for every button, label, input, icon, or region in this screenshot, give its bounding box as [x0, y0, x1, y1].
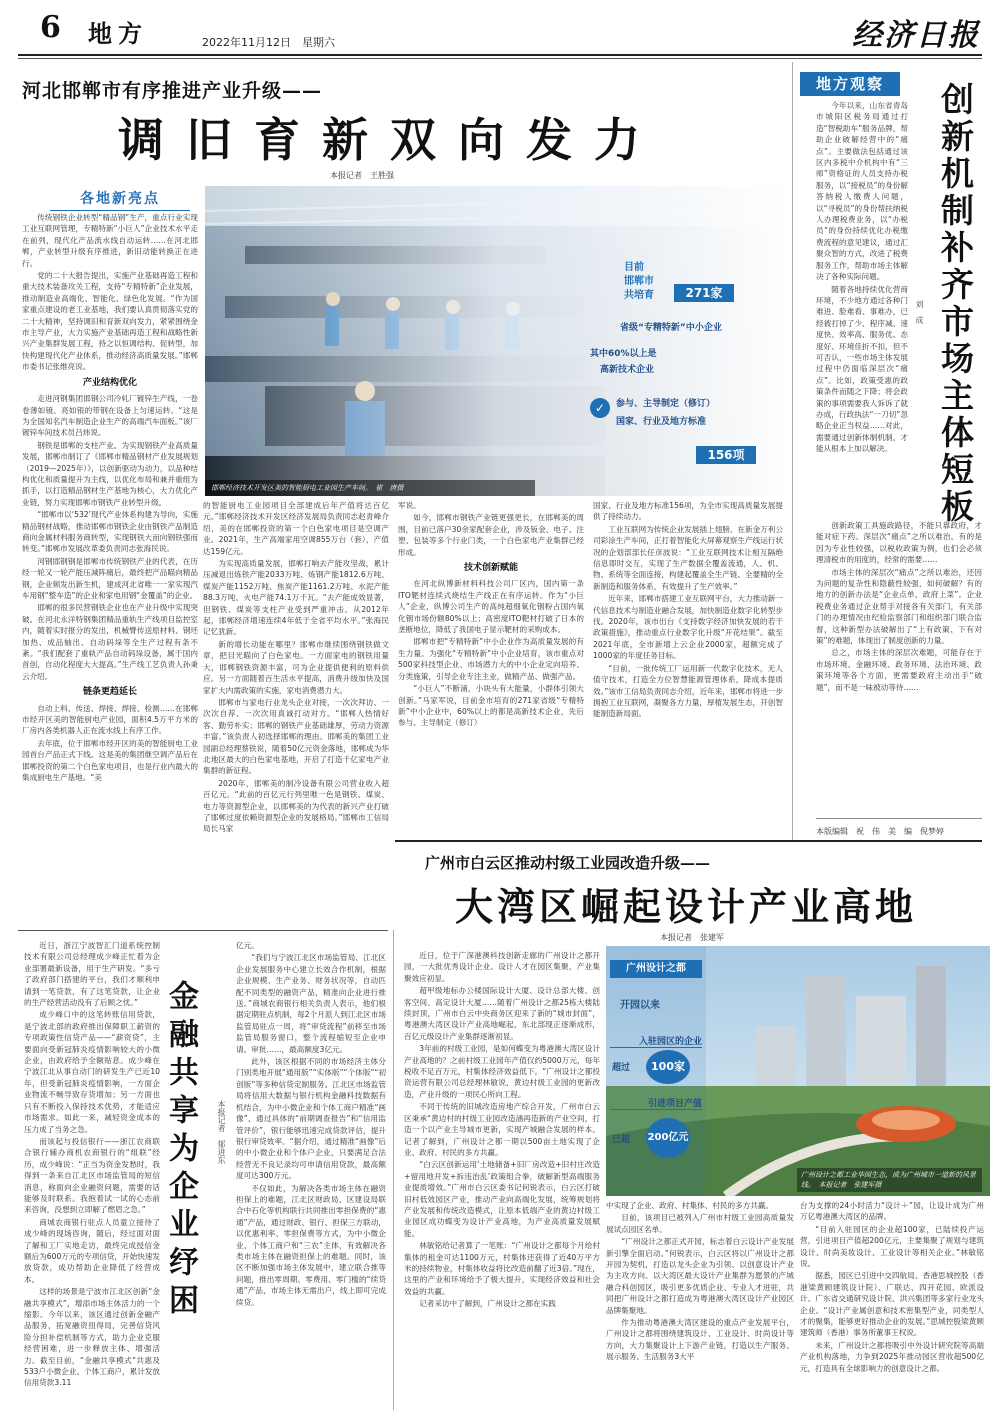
page-number: 6 — [40, 10, 61, 45]
info-check-icon: ✓ — [590, 398, 610, 418]
body-paragraph: 新的增长动能在哪里？邯郸市继续围绕钢铁做文章，把目光瞄向了白色家电。一方面家电的钢铁用量大，邯郸钢铁资源丰富，可为企业提供便利的原料供应。另一方面随着百生活水平提高，消费升级加快及国家扩大内需政策的实施，家电消费潜力大。 — [203, 639, 389, 695]
sidebar-title: 各地新亮点 — [50, 188, 190, 211]
photo-caption: 邯郸经济技术开发区美的智能厨电工业园生产车间。 崔 唐摄 — [205, 480, 535, 496]
body-paragraph: “邯郸市以‘532’现代产业体系构建为导向，实施精品钢材战略，推动邯郸市钢铁企业由钢铁产品制造商向金属材料服务商转型，实现钢铁大而向钢铁强而转变。”邯郸市发展改革委负责同志张海民说。 — [22, 510, 198, 554]
commentary-paragraph: 今年以来，山东省青岛市城阳区税务局通过打造“智税助车”服务品牌，帮助企业破解经营中的“痛点”。主要做法包括通过该区内多税中介机构中有“三师”资格证的人员支持办税服务，以“接税员”的身份解答纳税人缴费人问题，以“寻税员”的身份帮扶纳税人办理税费业务，以“办税员”的身份持续优化办税缴费流程的意见建议，通过汇聚众智的方式，改进了税费服务工作，帮助市场主体解决了各种实际问题。 — [816, 101, 908, 282]
info-label-3a: 参与、主导制定（修订） — [616, 399, 716, 409]
finance-paragraph: 不仅如此，为解决各类市场主体在融资担保上的难题，江北区财政局、区建设局联合中石化等机构联行共同推出零担保费的“惠通”产品，通过财政、银行、担保三方联动，以优惠利率、零担保费等方式，为中小微企业、个体工商户和“三农”主体，有效解决各类市场主体在融资担保上的难题。同时，该区不断加强市场主体发展中，建立联合推等问题，推出零周期、零费用、零门槛的“续贷通”产品，市场主体无需出户，线上即可完成续贷。 — [236, 1183, 386, 1307]
info-count-badge: 271家 — [674, 284, 734, 302]
commentary-paragraph: 市场主体的深层次“痛点”之所以难治，还因为问题的复杂性和隐蔽性较强，如何破解？有的地方的创新办法是“企业点单、政府上菜”。企业税费业务通过企业帮手对接各有关部门，有关部门的办理情况由纪检监察部门和组织部门联合监督，这种新型办法破解出了“上有政策、下有对策”的难题，体现出了制度创新的力量。 — [816, 567, 982, 646]
body-paragraph: 去年底，位于邯郸市经开区的美的智能厨电工业园首台产品正式下线。这是美的集团继空调产品后在邯郸投资的第二个白色家电项目，也是行业内最大的集成厨电生产基地。“美 — [22, 738, 198, 783]
issue-weekday: 星期六 — [302, 36, 335, 49]
subhead-industry: 产业结构优化 — [82, 377, 137, 388]
body-paragraph: 2020年，邯郸美的制冷设备有限公司营业收入超百亿元。“此前的百亿元行列里唯一色是钢铁、煤炭、电力等资源型企业，以邯郸美的为代表的新兴产业打破了邯郸过度依赖资源型企业的发展格局。”邯郸市工信局局长马家 — [203, 778, 389, 834]
guangzhou-headline: 大湾区崛起设计产业高地 — [455, 884, 918, 929]
finance-paragraph: 商城农商银行驻点人员童立接待了成少峰的现场咨询，随后，经过面对面了解和工厂实地走访，最终完成授信金额后为600万元的专项信贷，开始快速发放贷款，成功帮助企业降低了经营成本。 — [24, 1217, 160, 1284]
finance-byline: 本报记者 郁进东 — [217, 1100, 226, 1164]
gz-paragraph: “目前入驻园区的企业超100家，已陆续投产运营，引进项目产值超200亿元，主要集聚了规划与建筑设计、时尚美妆设计、工业设计等相关企业。”林敏铭说。 — [800, 1224, 984, 1269]
commentary-paragraph: 总之，市场主体的深层次难题，可能存在于市场环境、金融环境、政务环境、法治环境、政策环境等各个方面，更需要政府主动出手“破题”，而不是一味被动等待…… — [816, 648, 982, 692]
subhead-innovation: 技术创新赋能 — [463, 563, 518, 574]
guangzhou-infographic — [606, 946, 706, 1196]
lead-kicker: 河北邯郸市有序推进产业升级—— — [22, 80, 323, 102]
info-line-3: 共培育 — [624, 290, 654, 301]
masthead-rule-thin — [18, 58, 982, 59]
gz-info-label2: 引进项目产值 — [610, 1096, 702, 1110]
gz-paragraph: 不同于传统的旧城改造房地产综合开发，广州市白云区秉承“黄边村的村级工业园改造涵再造新的产业空间，打造一个以产业主导城市更新，实现产城融合发展的样本。记者了解到，广州设计之都一期以500亩土地实现了企业、政府、村民的多方共赢。 — [404, 1102, 600, 1157]
commentary-body — [816, 100, 908, 456]
finance-column-2 — [236, 940, 386, 1309]
gz-paragraph: 记者采访中了解到，广州设计之都在实践 — [419, 1299, 556, 1309]
guangzhou-kicker: 广州市白云区推动村级工业园改造升级—— — [425, 854, 711, 872]
info-line-1: 目前 — [624, 262, 644, 273]
commentary-title: 创新机制补齐市场主体短板 — [936, 82, 975, 526]
body-paragraph: 为实现高质量发展，邯郸打响去产能攻坚战，累计压减退出炼铁产能2033万吨、炼钢产能1812.6万吨、煤炭产能1152万吨、焦炭产能1161.2万吨、水泥产能88.3万吨、火电产能74.1万千瓦。“去产能成效显著，但钢铁、煤炭等支柱产业受到严重冲击。从2012年起，邯郸经济增速连续4年低于全省平均水平。”张海民记忆犹新。 — [203, 559, 389, 637]
commentary-label: 地方观察 — [800, 72, 900, 96]
commentary-paragraph: 创新政策工具施政路径，不能只靠政府，才能对症下药。深层次“痛点”之所以难治，有的是因为专业性较强，以税收政策为例，也们会必须理清税市的用度的，经常的需要…… — [816, 521, 982, 565]
guangzhou-byline: 本报记者 张建军 — [660, 933, 724, 942]
body-paragraph: 如今，邯郸市钢铁产业链更强更长，在邯郸美的周围，目前已落户30余家配套企业，涉及钣金、电子、注塑、包装等多个行业门类，一个白色家电产业集群已经形成。 — [398, 513, 584, 557]
body-paragraph: 走进河钢集团邯钢公司冷轧厂镀锌生产线，一卷卷薄如镜、亮如银的带钢在设备上匀速运转。“这是为全国知名汽车制造企业生产的高端汽车面板。”该厂镀锌车间技术员吕炜说。 — [22, 394, 198, 438]
guangzhou-column-3 — [606, 1200, 794, 1364]
body-paragraph: 近年来，邯郸市搭建工业互联网平台，大力推动新一代信息技术与制造业融合发展，加快制造业数字化转型步伐。2020年，该市出台《支持数字经济加快发展的若干政策措施》，推动重点行业数字化升级“开花结果”。截至2021年底，全市新增上云企业2000家，超额完成了1000家的年度任务目标。 — [593, 594, 783, 661]
gz-paragraph: “白云区创新运用‘土地储备+旧厂房改造+旧村庄改造+留用地开发+拆违治乱’政策组合拳，破解新型高端服务业提质增效。”广州市白云区委书记何锐表示，白云区打破旧村低效园区产业，推动产业向高端化发展，统筹规划将产业发展和传统改造模式，让原本低端产业的黄边村级工业园区成功蝶变为设计产业高地，为产业高质量发展赋能。 — [404, 1160, 600, 1238]
gz-info-pre1: 超过 — [612, 1063, 631, 1073]
lead-column-4 — [593, 500, 783, 721]
guangzhou-column-1 — [404, 950, 600, 1311]
info-label-3b: 国家、行业及地方标准 — [616, 417, 707, 427]
gz-info-count1: 100家 — [646, 1050, 690, 1084]
masthead — [0, 0, 1000, 60]
body-paragraph: 邯郸市把“专精特新”中小企业作为高质量发展的有生力量。为强化“专精特新”中小企业培育，该市重点对500家科技型企业、市场潜力大的中小企业定向培养、分类施策，引导企业专注主业，做精产品、做强产品。 — [398, 637, 584, 681]
commentary-author: 刘 成 — [915, 300, 924, 324]
body-paragraph: 国家、行业及地方标准156项，为全市实现高质量发展提供了持续动力。 — [593, 501, 783, 522]
lead-column-1 — [22, 212, 198, 785]
guangzhou-column-4 — [800, 1200, 984, 1375]
commentary-divider — [792, 62, 793, 842]
body-paragraph: 河钢邯钢钢是邯郸市传统钢铁产业的代表，在历经一轮又一轮产能压减阵痛后，最终把产品瞄向精品钢，企业频发出新生机，建成河北省唯一一家实现汽车用钢“整车造”的企业和家电用钢“金覆盖”的企业。 — [22, 556, 198, 600]
gz-paragraph: 超甲级地标办公楼国际设计大厦、设计总部大楼、创客空间、高定设计大厦……随着广州设计之都25栋大楼陆续封顶，广州市白云中央商务区迎来了新的“城市封面”，粤港澳大湾区设计产业高地崛起，东北部现正逐渐成形，百亿元级设计产业集群逐渐初显。 — [404, 986, 600, 1041]
section-name: 地方 — [88, 19, 148, 48]
gz-info-count2: 200亿元 — [646, 1118, 690, 1158]
body-paragraph: “小巨人”不断涌，小块头有大能量，小群体引领大创新。”马家军说，目前金市培育的271家省级“专精特新”中小企业中，60%以上的都是高新技术企业，先后参与、主导制定（修订） — [398, 684, 584, 728]
lead-paragraph: 党的二十大报告提出，实施产业基础再造工程和重大技术装备攻关工程，支持“专精特新”企业发展，推动制造业高端化、智能化、绿色化发展。“作为国家重点建设的老工业基地，我们要认真贯彻落实党的二十大精神，坚持调旧和育新双向发力，紧紧围绕金市主导产业，大力实施产业基础再造工程和战略性新兴产业集群发展工程，持之以恒调结构、促转型，加快构建现代化产业体系，推动经济高质量发展。”邯郸市委书记张维亮说。 — [22, 271, 198, 372]
lead-column-3 — [398, 500, 584, 730]
finance-paragraph: 这样的场景是宁波市江北区创新“金融共享模式”，增添市场主体活力的一个缩影。今年以来，该区通过创新金融产品服务，拓宽融资扭得局，完善信贷风险分担补偿机制等方式，助力企业克服经营困难，进一步释放主体、增强活力。截至目前，“金融共享模式”共惠及533户小微企业、个体工商户，累计发放信用贷款3.11 — [24, 1287, 160, 1388]
gz-info-pre2: 已超 — [612, 1135, 631, 1145]
info-line-4: 其中60%以上是 — [590, 349, 657, 359]
commentary-body-2 — [816, 520, 982, 694]
handan-infographic — [588, 250, 778, 470]
finance-paragraph: 此外，该区根据不同的市场经济主体分门别类地开展“通用版”“实体版”“个体版”“初创版”等多种信贷定制服务。江北区市场监管局将信用大数据与银行机构金融科技数据有机结合，为中小微企业和个体工商户精准“画像”，通过具体的“前期调查报告”和“信用监管评价”，银行能够迅速完成贷款评估，提升银行审贷效率。“据介绍，通过精准“画像”后的中小微企业和个体户企业，只要满足合法经营无不良记录均可申请信用贷款，最高额度可达300万元。 — [236, 1057, 386, 1181]
body-paragraph: 军说。 — [398, 501, 421, 510]
gz-info-line1: 开园以来 — [620, 1000, 660, 1011]
gz-info-label1: 入驻园区的企业 — [610, 1034, 702, 1048]
gz-paragraph: “广州设计之都正式开园，标志着白云设计产业发展新引擎全面启动。”何锐表示，白云区将以广州设计之都开园为契机，打造以龙头企业为引领、以创意设计产业为主攻方向、以大湾区最大设计产业集群为愿景的产城融合科创园区，吸引更多优质企业、专业人才进驻，共同把广州设计之都打造成为粤港澳大湾区设计产业园区品牌集聚地。 — [606, 1237, 794, 1315]
lead-column-2 — [203, 500, 389, 836]
lead-byline: 本报记者 王胜强 — [330, 171, 394, 180]
finance-top-rule — [18, 930, 388, 931]
gz-paragraph: 作为推动粤港澳大湾区建设的重点产业发展平台，广州设计之都将围绕建筑设计、工业设计、时尚设计等方向，大力集聚设计上下游产业链，打造以生产服务、展示服务、生活服务3大平 — [606, 1318, 794, 1362]
finance-right-rule — [393, 930, 394, 1410]
body-paragraph: “目前，一批传统工厂运用新一代数字化技术，无人值守技术，打造全方位智慧能源管理体系，降成本提质效。”该市工信局负责同志介绍，近年来，邯郸市将进一步拥抱工业互联网，凝聚各方力量，厚植发展生态，开创智能制造新局面。 — [593, 663, 783, 719]
guangzhou-frame — [395, 840, 982, 842]
body-paragraph: 自动上料、传送、焊接、焊接、检测……在邯郸市经开区美的智能厨电产业园，面积4.5万平方米的厂房内各类机器人正在流水线上有序工作。 — [22, 703, 198, 736]
gz-paragraph: 据悉，园区已引进中交四航局、香港思城控股（香港梁黄顾建筑设计院）、广联达、四开花园、欧派设计、广东省交通研究设计院、洪兴集团等多家行业龙头企业。“设计产业属创意和技术密集型产业，同类型人才的聚集，能够更好推动企业的发展。”思城控股梁黄顾建筑师（香港）事务所董事王权说。 — [800, 1271, 984, 1338]
paper-logo: 经济日报 — [852, 18, 980, 53]
info-count-badge-2: 156项 — [696, 446, 756, 464]
guangzhou-photo-caption: 广州设计之都工业华园生态，成为广州城市一道新的风景线。 本报记者 张建军摄 — [797, 1168, 982, 1192]
body-paragraph: 在河北纵博新材料科技公司厂区内，国内第一条ITO靶材连续式烧结生产线正在有序运转。作为“小巨人”企业，纵博公司生产的高纯超细氧化铟粉占国内氧化铟市场份额80%以上；高密度ITO靶材打破了日本的垄断地位，降低了我国电子显示靶材的采购成本。 — [398, 579, 584, 635]
gz-paragraph: 台为支撑的24小时活力“设计＋”园，让设计成为广州万亿粤港澳大湾区的品牌。 — [800, 1201, 984, 1222]
body-paragraph: 的智能厨电工业园项目全部建成后年产值将达百亿元。”邯郸经济技术开发区经济发展局负责同志赵青峰介绍，美的在邯郸投资的第一个白色家电项目是空调产业。2021年，生产高端家用空调855万台（套），产值达159亿元。 — [203, 501, 389, 556]
finance-paragraph: 亿元。 — [236, 941, 259, 950]
commentary-paragraph: 随着各地持续优化营商环境，不少地方通过各种门难进、脸难看、事难办，已经被打掉了少、程序减、速度快、效率高、服务优、态度好、环境佳折不扣，但不可否认，一些市场主体发展过程中仍面临深层次“痛点”。比如，政策受惠的政策条件而随之下降；将会政策的事项需要我人诉诉了就办成，行政执法“一刀切”忽略企业正当权益……对此，需要通过创新体制机制，才能从根本上加以解决。 — [816, 284, 908, 454]
finance-paragraph: 而该起与投信银行——浙江农商联合银行辅办商机农商银行的“组联”经历，成少峰说：“正当为资金发愁时，我得到一条来自江北区市场监管局的短信消息，称面向企业融资问题，需要的话能够及时联系。我抱着试一试的心态前来咨询，没想到立即解了燃眉之急。” — [24, 1136, 160, 1215]
finance-paragraph: 成少峰口中的这笔转账信用贷款，是宁波北部的政府推出保障职工薪资的专项政策性信贷产品——“薪资贷”，主要面向受新冠肺炎疫情影响较大的小微企业，由政府给予全额贴息。成少峰在宁波江北从事自动门的研发生产已近10年，但受新冠肺炎疫情影响，一方面企业物流不畅导致存货增加；另一方面也只有不断投入保持技术优势，才能适应市场需求。如此一来，减轻资金成本的压力成了当务之急。 — [24, 1010, 160, 1134]
info-line-2: 邯郸市 — [624, 276, 654, 287]
body-paragraph: 邯郸的很多民营钢铁企业也在产业升级中实现突破。在河北永洋特钢集团精品重轨生产线项目监控室内，随着实时报分的发出，机械臂传送原材料、钢坯加热、成品轴出、自动码垛等全生产过程有条不紊。“我们配套了重轨产品自动码垛设备，属于国内首创，自动化程度大大提高。”生产线工艺负责人孙秉云介绍。 — [22, 603, 198, 681]
editors-credit: 本版编辑 祝 伟 美 编 倪梦婷 — [816, 827, 944, 836]
finance-column-1 — [24, 940, 160, 1390]
body-paragraph: 邯郸市与家电行业龙头企业对接，一次次拜访、一次次自荐、一次次用真诚打动对方。“邯郸人热情好客、勤劳朴实；邯郸的钢铁产业基础雄厚，劳动力资源丰富。”该负责人初选择邯郸的理由。邯郸美的集团工业园副总经理蔡铁说，随着50亿元资金落地，邯郸成为华北地区最大的白色家电基地，开启了打造千亿家电产业集群的新征程。 — [203, 697, 389, 776]
gz-paragraph: 目前，该项目已被列入广州市村级工业园高质量发展试点园区名单。 — [606, 1213, 794, 1234]
gz-paragraph: 近日，位于广深港澳科技创新走廊的广州设计之都开园，一大批优秀设计企业、设计人才在园区集聚，产业集聚效应初显。 — [404, 951, 600, 983]
issue-date: 2022年11月12日 — [202, 36, 291, 49]
gz-paragraph: 林敏铭给记者算了一笔账：“广州设计之都每个月给村集体的租金可达1100万元，村集体还获得了近40万平方米的持续物业，村集体收益将比改造前翻了近3倍。”现在，这里的产业和环境给予了极大提升，实现经济效益和社会效益的共赢。 — [404, 1241, 600, 1296]
masthead-rule — [18, 54, 982, 56]
lead-headline: 调旧育新双向发力 — [118, 113, 662, 167]
info-label-1: 省级“专精特新”中小企业 — [620, 323, 722, 333]
info-label-2: 高新技术企业 — [600, 365, 655, 375]
finance-paragraph: “我们与宁波江北区市场监管局、江北区企业发展服务中心建立长效合作机制，根据企业规模、生产业务、财务状况等，自动匹配不同类型的融资产品，精准向企业进行推送。”商城农商银行相关负责人表示，他们根据定期驻点机制，每2个月派人到江北区市场监管局驻点一周，将“审贷流程”前移至市场监管局服务窗口，整个流程缩短至企业申请、审批……，最高额度3亿元。 — [236, 953, 386, 1054]
body-paragraph: 工业互联网为传统企业发展插上翅膀。在新金万利公司彩涂生产车间，正打着智能化大屏幕观察生产线运行状况的企划部部长任彦波说：“工业互联网技术让相互隔绝信息即时交互，实现了生产数据全覆盖流通，人、机、物、系统等全面连接，构建起覆盖全生产链、全要精的全新制造和服务体系，有效提升了生产效率。” — [593, 524, 783, 591]
finance-title: 金融共享为企业纾困 — [163, 980, 198, 1322]
gz-paragraph: 3年前的村级工业园，是如何蝶变为粤港澳大湾区设计产业高地的？之前村级工业园年产值仅约5000万元，每年税收不足百万元，村集体经济效益低下。“广州设计之都投资运营有限公司总经理林敏说，黄边村级工业园的更新改造，产业升级的一项民心所向工程。 — [404, 1044, 600, 1099]
subhead-chain: 链条更趋延长 — [82, 687, 137, 698]
commentary-editor-rule — [816, 818, 982, 819]
gz-paragraph: 未来，广州设计之都将吸引中外设计研究院等高端产业机构落地，力争到2025年推动园区营收超500亿元，打造具有全球影响力的创意设计之都。 — [800, 1340, 984, 1373]
gz-paragraph: 中实现了企业、政府、村集体、村民的多方共赢。 — [606, 1201, 774, 1210]
body-paragraph: 钢铁是邯郸的支柱产业。为实现钢铁产业高质量发展，邯郸市制订了《邯郸市精品钢材产业发展规划（2019—2025年）》，以创新驱动为动力，以品种结构优化和质量提升为主线，以优化布局和兼并重组为抓手，以打造精品钢材生产基地为核心，大力优化产业链，努力实现邯郸市钢铁产业转型升级。 — [22, 440, 198, 507]
lead-paragraph: 传统钢铁企业转型“精品钢”生产，重点行业实现工业互联网管理，专精特新“小巨人”企业技术水平走在前列，现代化产品流水线自动运转……在河北邯郸，产业转型升级有序推进，新旧动能转换正在进行。 — [22, 213, 198, 268]
finance-paragraph: 近日，浙江宁波智汇门道系统控制技术有限公司总经理成少峰正忙着为企业部署最新设备，用于生产研发。“多亏了政府部门搭建的平台，我们才顺利申请到一笔贷款，有了这笔贷款，让企业的生产经营活动没有了后顾之忧。” — [24, 941, 160, 1008]
gz-info-title: 广州设计之都 — [610, 960, 702, 978]
